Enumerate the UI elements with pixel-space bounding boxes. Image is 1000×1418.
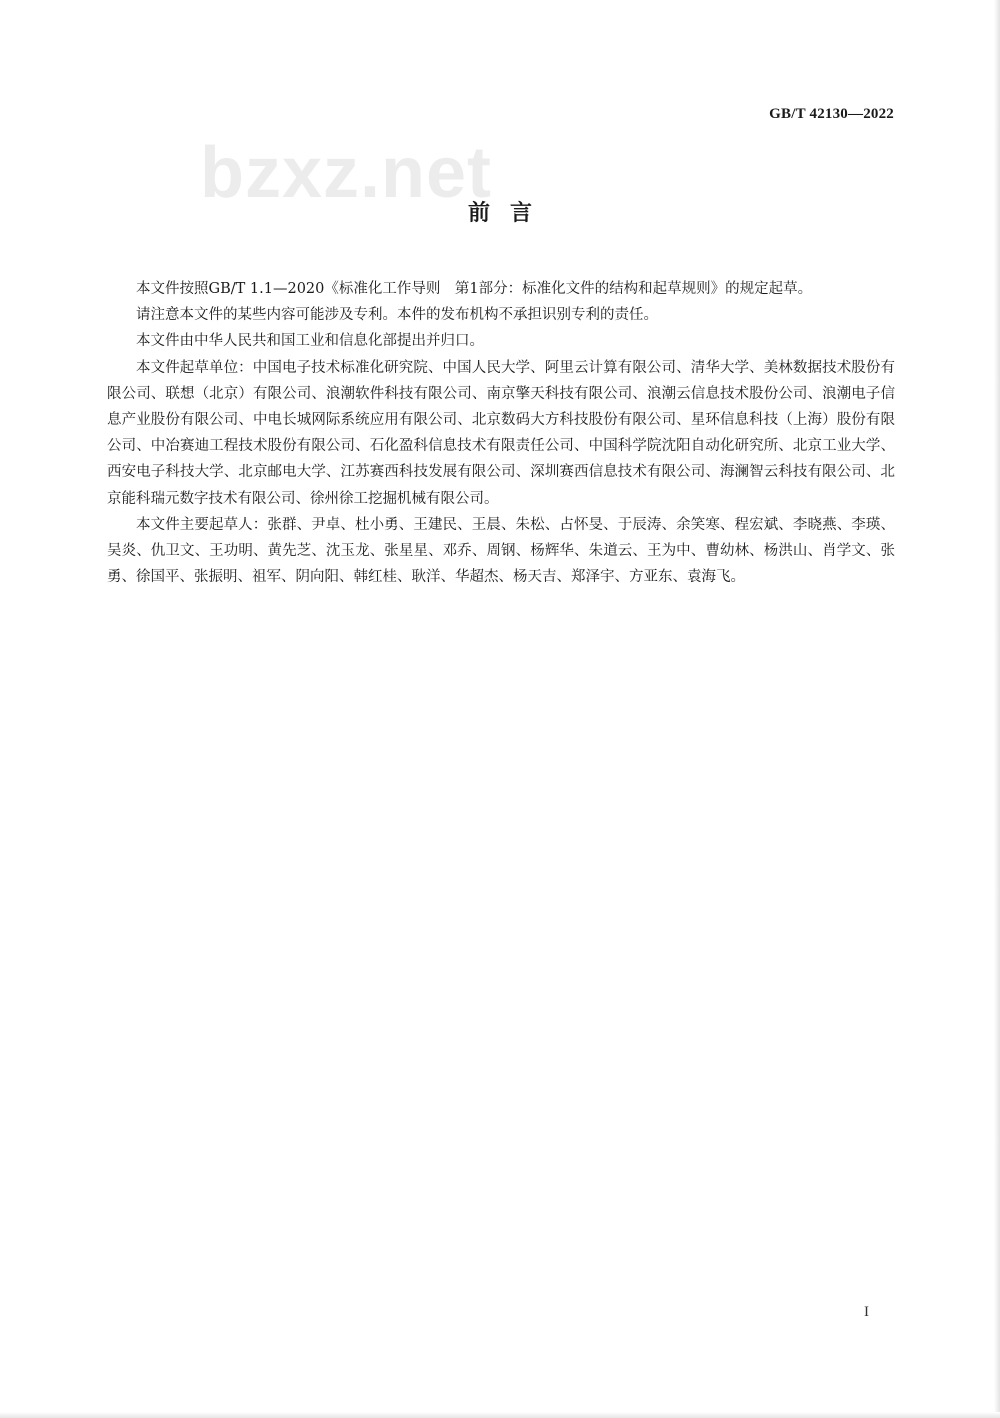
watermark: bzxz.net: [200, 133, 493, 213]
preface-body: [107, 276, 895, 590]
paragraph-drafters: 本文件主要起草人：张群、尹卓、杜小勇、王建民、王晨、朱松、占怀旻、于辰涛、余笑寒、程宏斌、李晓燕、李瑛、吴炎、仇卫文、王功明、黄先芝、沈玉龙、张星星、邓乔、周钢、杨辉华、朱道云、王为中、曹幼林、杨洪山、肖学文、张勇、徐国平、张振明、祖军、阴向阳、韩红桂、耿洋、华超杰、杨天吉、郑泽宇、方亚东、袁海飞。: [107, 516, 895, 586]
page-number: I: [864, 1304, 869, 1320]
paragraph-drafting-units: 本文件起草单位：中国电子技术标准化研究院、中国人民大学、阿里云计算有限公司、清华大学、美林数据技术股份有限公司、联想（北京）有限公司、浪潮软件科技有限公司、南京擎天科技有限公司、浪潮云信息技术股份公司、浪潮电子信息产业股份有限公司、中电长城网际系统应用有限公司、北京数码大方科技股份有限公司、星环信息科技（上海）股份有限公司、中冶赛迪工程技术股份有限公司、石化盈科信息技术有限责任公司、中国科学院沈阳自动化研究所、北京工业大学、西安电子科技大学、北京邮电大学、江苏赛西科技发展有限公司、深圳赛西信息技术有限公司、海澜智云科技有限公司、北京能科瑞元数字技术有限公司、徐州徐工挖掘机械有限公司。: [107, 359, 895, 507]
paragraph-proposer: 本文件由中华人民共和国工业和信息化部提出并归口。: [136, 333, 484, 350]
standard-number: GB/T 42130—2022: [769, 106, 894, 122]
paragraph-drafting-basis: 本文件按照GB/T 1.1—2020《标准化工作导则 第1部分：标准化文件的结构和起草规则》的规定起草。: [136, 281, 813, 297]
page-bottom-shadow: [0, 1412, 1000, 1418]
page-title: 前言: [467, 201, 552, 226]
paragraph-patent-notice: 请注意本文件的某些内容可能涉及专利。本件的发布机构不承担识别专利的责任。: [136, 307, 658, 324]
